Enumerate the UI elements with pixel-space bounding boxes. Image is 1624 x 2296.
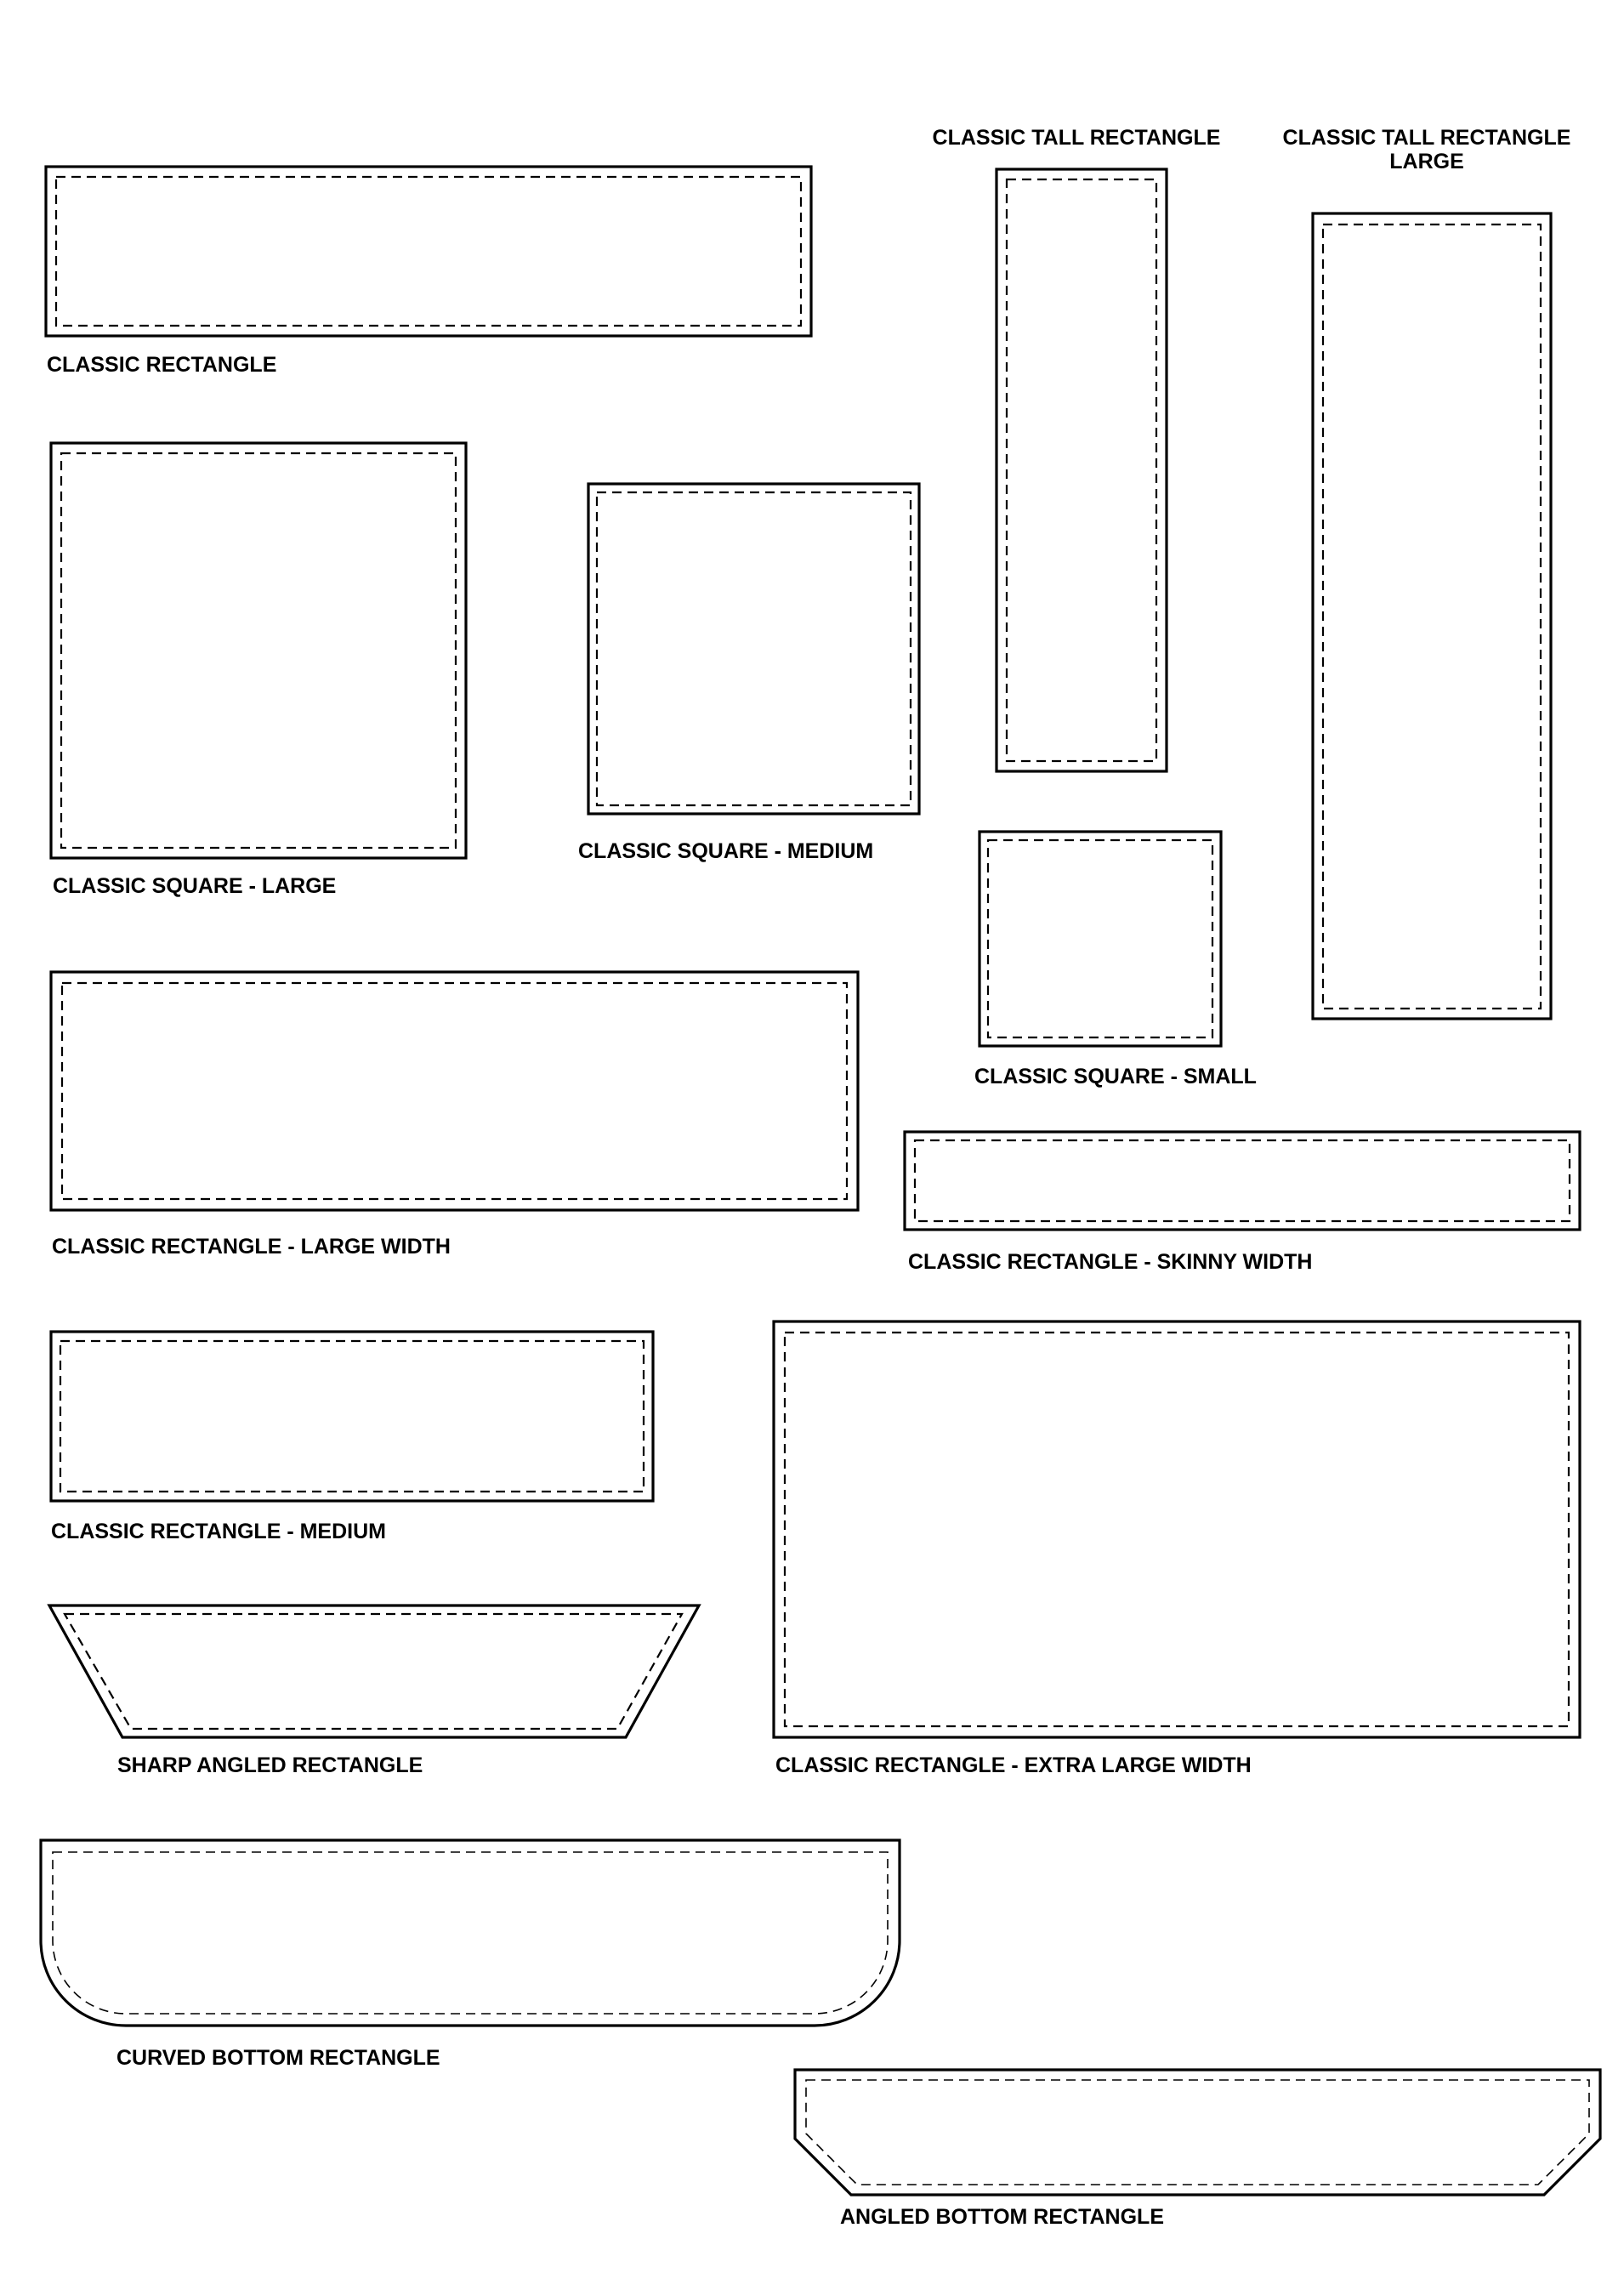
- classic-rectangle-outer: [46, 167, 811, 336]
- curved-bottom-rectangle-outer: [41, 1840, 900, 2026]
- classic-rectangle-large-width-outer: [51, 972, 858, 1210]
- curved-bottom-rectangle-shape: [41, 1840, 900, 2026]
- label-classic-rectangle-large-width: CLASSIC RECTANGLE - LARGE WIDTH: [52, 1235, 451, 1259]
- sharp-angled-rectangle-outer: [49, 1605, 699, 1737]
- classic-square-medium-outer: [588, 484, 919, 814]
- label-angled-bottom-rectangle: ANGLED BOTTOM RECTANGLE: [840, 2205, 1165, 2229]
- classic-tall-rectangle-large-shape: [1313, 213, 1551, 1019]
- classic-rectangle-skinny-width-stitch: [915, 1140, 1570, 1221]
- classic-rectangle-medium-shape: [51, 1332, 653, 1501]
- classic-square-medium-shape: [588, 484, 919, 814]
- sharp-angled-rectangle-shape: [49, 1605, 699, 1737]
- classic-square-large-outer: [51, 443, 466, 858]
- classic-square-large-shape: [51, 443, 466, 858]
- classic-square-small-shape: [980, 832, 1221, 1046]
- label-classic-rectangle-skinny-width: CLASSIC RECTANGLE - SKINNY WIDTH: [908, 1250, 1313, 1274]
- label-classic-square-large: CLASSIC SQUARE - LARGE: [53, 874, 337, 898]
- classic-tall-rectangle-shape: [997, 169, 1167, 771]
- classic-rectangle-skinny-width-shape: [905, 1132, 1580, 1230]
- classic-tall-rectangle-outer: [997, 169, 1167, 771]
- label-curved-bottom-rectangle: CURVED BOTTOM RECTANGLE: [116, 2046, 440, 2070]
- angled-bottom-rectangle-shape: [795, 2070, 1600, 2195]
- label-classic-rectangle-extra-large-width: CLASSIC RECTANGLE - EXTRA LARGE WIDTH: [775, 1753, 1252, 1777]
- classic-rectangle-skinny-width-outer: [905, 1132, 1580, 1230]
- label-sharp-angled-rectangle: SHARP ANGLED RECTANGLE: [117, 1753, 423, 1777]
- label-classic-rectangle: CLASSIC RECTANGLE: [47, 353, 277, 377]
- classic-tall-rectangle-large-outer: [1313, 213, 1551, 1019]
- classic-rectangle-medium-stitch: [60, 1341, 644, 1492]
- classic-square-medium-stitch: [597, 492, 911, 805]
- label-classic-tall-rectangle-large-line2: LARGE: [1389, 150, 1464, 173]
- classic-square-large-stitch: [61, 453, 456, 848]
- label-classic-square-medium: CLASSIC SQUARE - MEDIUM: [578, 839, 874, 863]
- angled-bottom-rectangle-outer: [795, 2070, 1600, 2195]
- curved-bottom-rectangle-stitch: [53, 1852, 888, 2014]
- label-classic-tall-rectangle-large: [1253, 126, 1600, 173]
- label-classic-rectangle-medium: CLASSIC RECTANGLE - MEDIUM: [51, 1520, 386, 1543]
- classic-tall-rectangle-stitch: [1007, 179, 1156, 761]
- classic-rectangle-medium-outer: [51, 1332, 653, 1501]
- classic-rectangle-large-width-stitch: [62, 983, 847, 1199]
- classic-square-small-stitch: [988, 840, 1212, 1037]
- angled-bottom-rectangle-stitch: [806, 2080, 1589, 2185]
- label-classic-tall-rectangle-large-line1: CLASSIC TALL RECTANGLE: [1282, 126, 1571, 150]
- classic-square-small-outer: [980, 832, 1221, 1046]
- classic-rectangle-stitch: [56, 177, 801, 326]
- sharp-angled-rectangle-stitch: [65, 1614, 682, 1729]
- classic-rectangle-shape: [46, 167, 811, 336]
- classic-tall-rectangle-large-stitch: [1323, 224, 1541, 1009]
- classic-rectangle-extra-large-width-stitch: [785, 1333, 1569, 1726]
- classic-rectangle-extra-large-width-outer: [774, 1321, 1580, 1737]
- classic-rectangle-extra-large-width-shape: [774, 1321, 1580, 1737]
- label-classic-square-small: CLASSIC SQUARE - SMALL: [974, 1065, 1257, 1088]
- label-classic-tall-rectangle: CLASSIC TALL RECTANGLE: [932, 126, 1221, 150]
- classic-rectangle-large-width-shape: [51, 972, 858, 1210]
